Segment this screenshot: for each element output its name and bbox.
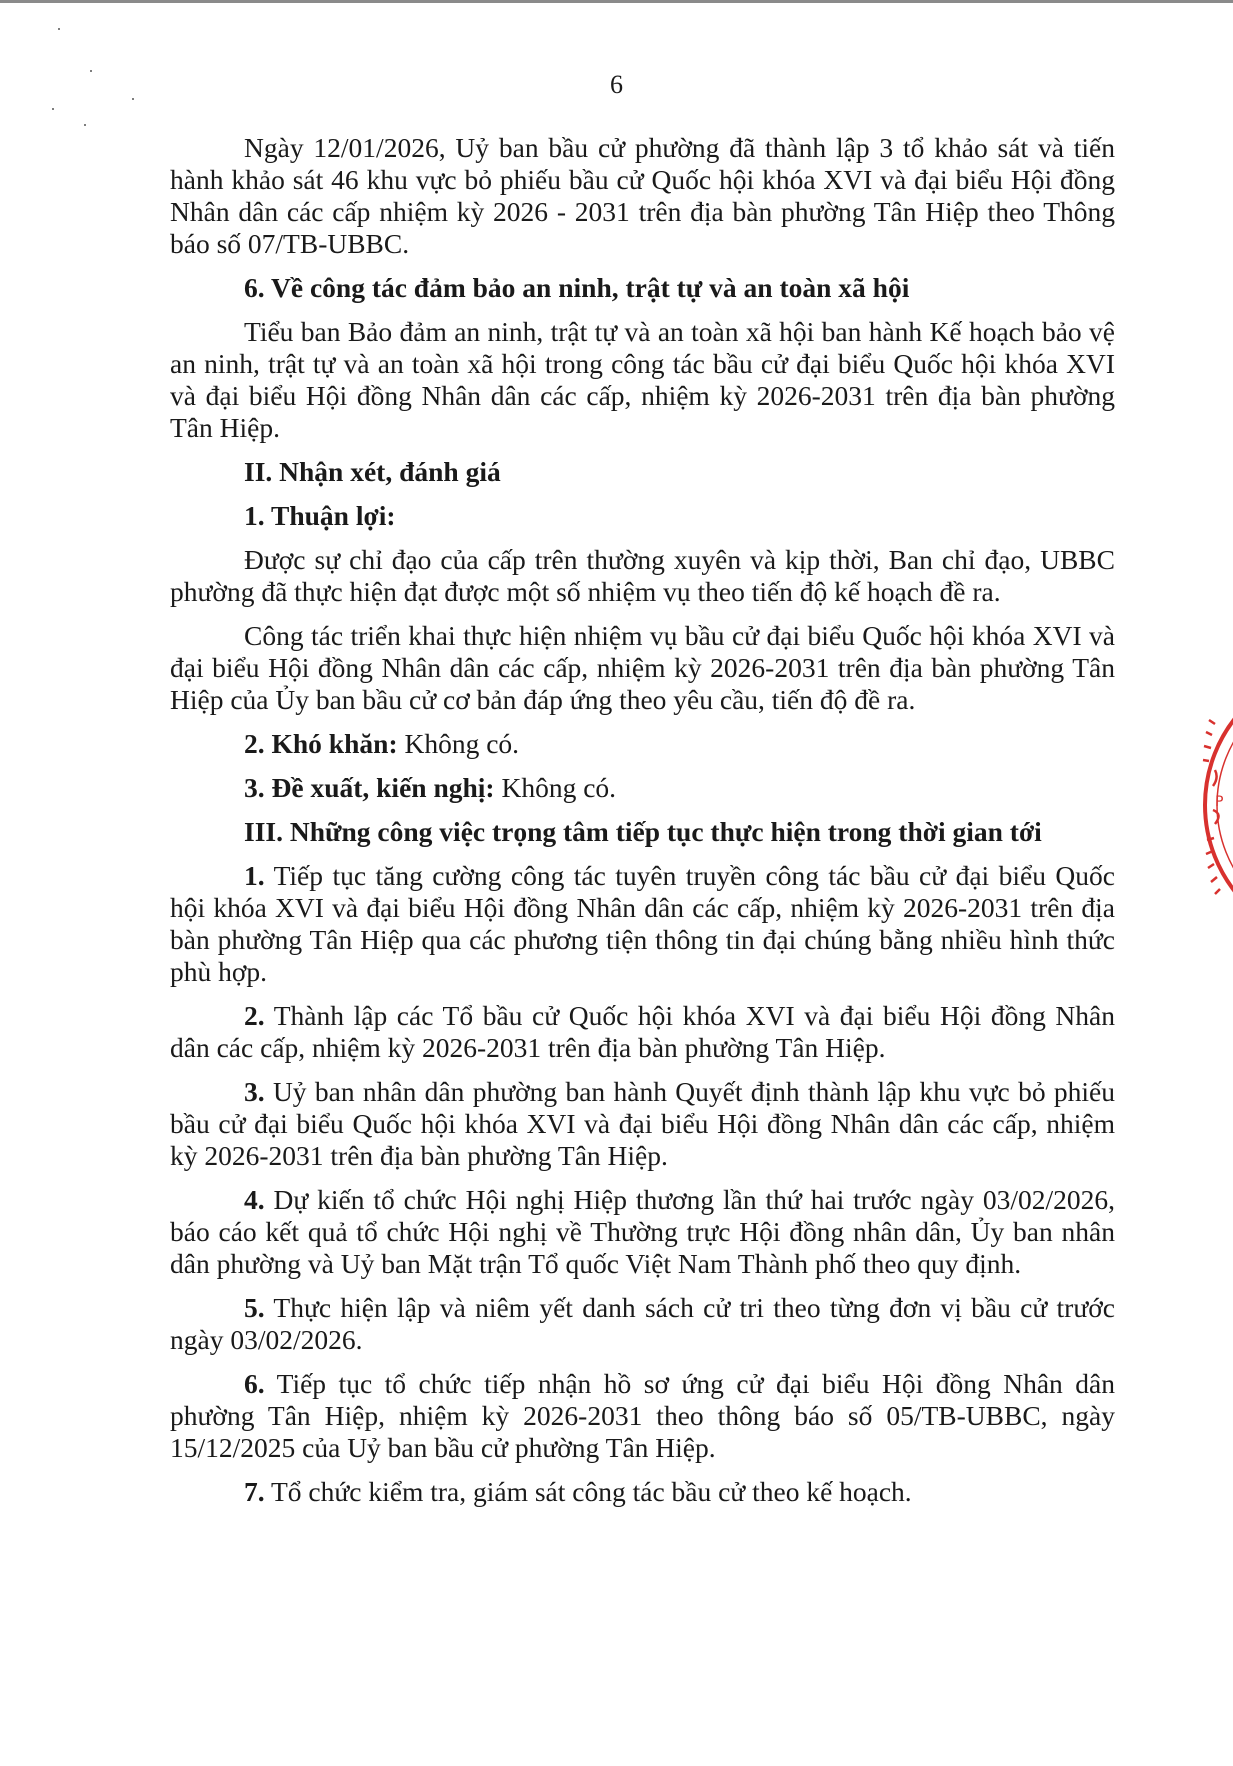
item-label: 3. Đề xuất, kiến nghị: <box>244 772 495 803</box>
paragraph-difficulties <box>170 728 1115 760</box>
item-label: 2. Khó khăn: <box>244 728 398 759</box>
scan-speck <box>58 28 60 30</box>
task-item-2 <box>170 1000 1115 1064</box>
item-label: 2. <box>244 1000 265 1031</box>
paragraph-proposals <box>170 772 1115 804</box>
paragraph-advantage-1: Được sự chỉ đạo của cấp trên thường xuyên và kịp thời, Ban chỉ đạo, UBBC phường đã thực hiện đạt được một số nhiệm vụ theo tiến độ kế hoạch đề ra. <box>170 544 1115 607</box>
task-item-4 <box>170 1184 1115 1280</box>
heading-next-tasks <box>170 816 1115 848</box>
document-body <box>170 132 1115 1520</box>
paragraph-security-plan: Tiểu ban Bảo đảm an ninh, trật tự và an toàn xã hội ban hành Kế hoạch bảo vệ an ninh, trật tự và an toàn xã hội trong công tác bầu cử đại biểu Quốc hội khóa XVI và đại biểu Hội đồng Nhân dân các cấp, nhiệm kỳ 2026-2031 trên địa bàn phường Tân Hiệp. <box>170 316 1115 443</box>
item-label: 1. <box>244 860 265 891</box>
heading-assessment <box>170 456 1115 488</box>
heading-text: III. Những công việc trọng tâm tiếp tục thực hiện trong thời gian tới <box>244 816 1042 847</box>
item-text: Tiếp tục tăng cường công tác tuyên truyền công tác bầu cử đại biểu Quốc hội khóa XVI và đại biểu Hội đồng Nhân dân các cấp, nhiệm kỳ 2026-2031 trên địa bàn phường Tân Hiệp qua các phương tiện thông tin đại chúng bằng nhiều hình thức phù hợp. <box>170 860 1115 987</box>
item-label: 6. <box>244 1368 265 1399</box>
task-item-1 <box>170 860 1115 988</box>
item-text: Tổ chức kiểm tra, giám sát công tác bầu cử theo kế hoạch. <box>264 1476 912 1507</box>
item-text: Không có. <box>494 772 617 803</box>
item-text: Uỷ ban nhân dân phường ban hành Quyết định thành lập khu vực bỏ phiếu bầu cử đại biểu Quốc hội khóa XVI và đại biểu Hội đồng Nhân dân các cấp, nhiệm kỳ 2026-2031 trên địa bàn phường Tân Hiệp. <box>170 1076 1115 1171</box>
task-item-5 <box>170 1292 1115 1356</box>
page-number: 6 <box>610 70 623 99</box>
scan-speck <box>84 124 86 126</box>
seal-stamp-icon <box>1195 700 1233 910</box>
task-item-3 <box>170 1076 1115 1172</box>
item-text: Thực hiện lập và niêm yết danh sách cử tri theo từng đơn vị bầu cử trước ngày 03/02/2026. <box>170 1292 1115 1355</box>
heading-text: 1. Thuận lợi: <box>244 500 396 531</box>
item-text: Thành lập các Tổ bầu cử Quốc hội khóa XVI và đại biểu Hội đồng Nhân dân các cấp, nhiệm kỳ 2026-2031 trên địa bàn phường Tân Hiệp. <box>170 1000 1115 1063</box>
item-label: 7. <box>244 1476 265 1507</box>
item-text: Tiếp tục tổ chức tiếp nhận hồ sơ ứng cử đại biểu Hội đồng Nhân dân phường Tân Hiệp, nhiệm kỳ 2026-2031 theo thông báo số 05/TB-UBBC, ngày 15/12/2025 của Uỷ ban bầu cử phường Tân Hiệp. <box>170 1368 1115 1463</box>
task-item-7 <box>170 1476 1115 1508</box>
task-item-6 <box>170 1368 1115 1464</box>
item-label: 5. <box>244 1292 265 1323</box>
page-top-edge <box>0 0 1233 3</box>
item-label: 3. <box>244 1076 265 1107</box>
seal-stamp-fragment <box>1195 700 1233 910</box>
heading-advantages <box>170 500 1115 532</box>
item-text: Dự kiến tổ chức Hội nghị Hiệp thương lần thứ hai trước ngày 03/02/2026, báo cáo kết quả tổ chức Hội nghị về Thường trực Hội đồng nhân dân, Ủy ban nhân dân phường và Uỷ ban Mặt trận Tổ quốc Việt Nam Thành phố theo quy định. <box>170 1184 1115 1279</box>
heading-text: II. Nhận xét, đánh giá <box>244 456 501 487</box>
item-text: Không có. <box>397 728 520 759</box>
heading-security <box>170 272 1115 304</box>
heading-text: 6. Về công tác đảm bảo an ninh, trật tự và an toàn xã hội <box>244 272 910 303</box>
paragraph-advantage-2: Công tác triển khai thực hiện nhiệm vụ bầu cử đại biểu Quốc hội khóa XVI và đại biểu Hội đồng Nhân dân các cấp, nhiệm kỳ 2026-2031 trên địa bàn phường Tân Hiệp của Ủy ban bầu cử cơ bản đáp ứng theo yêu cầu, tiến độ đề ra. <box>170 620 1115 715</box>
paragraph-survey: Ngày 12/01/2026, Uỷ ban bầu cử phường đã thành lập 3 tổ khảo sát và tiến hành khảo sát 46 khu vực bỏ phiếu bầu cử Quốc hội khóa XVI và đại biểu Hội đồng Nhân dân các cấp nhiệm kỳ 2026 - 2031 trên địa bàn phường Tân Hiệp theo Thông báo số 07/TB-UBBC. <box>170 132 1115 259</box>
item-label: 4. <box>244 1184 265 1215</box>
scan-speck <box>52 108 54 110</box>
svg-text:P: P <box>1215 794 1224 810</box>
